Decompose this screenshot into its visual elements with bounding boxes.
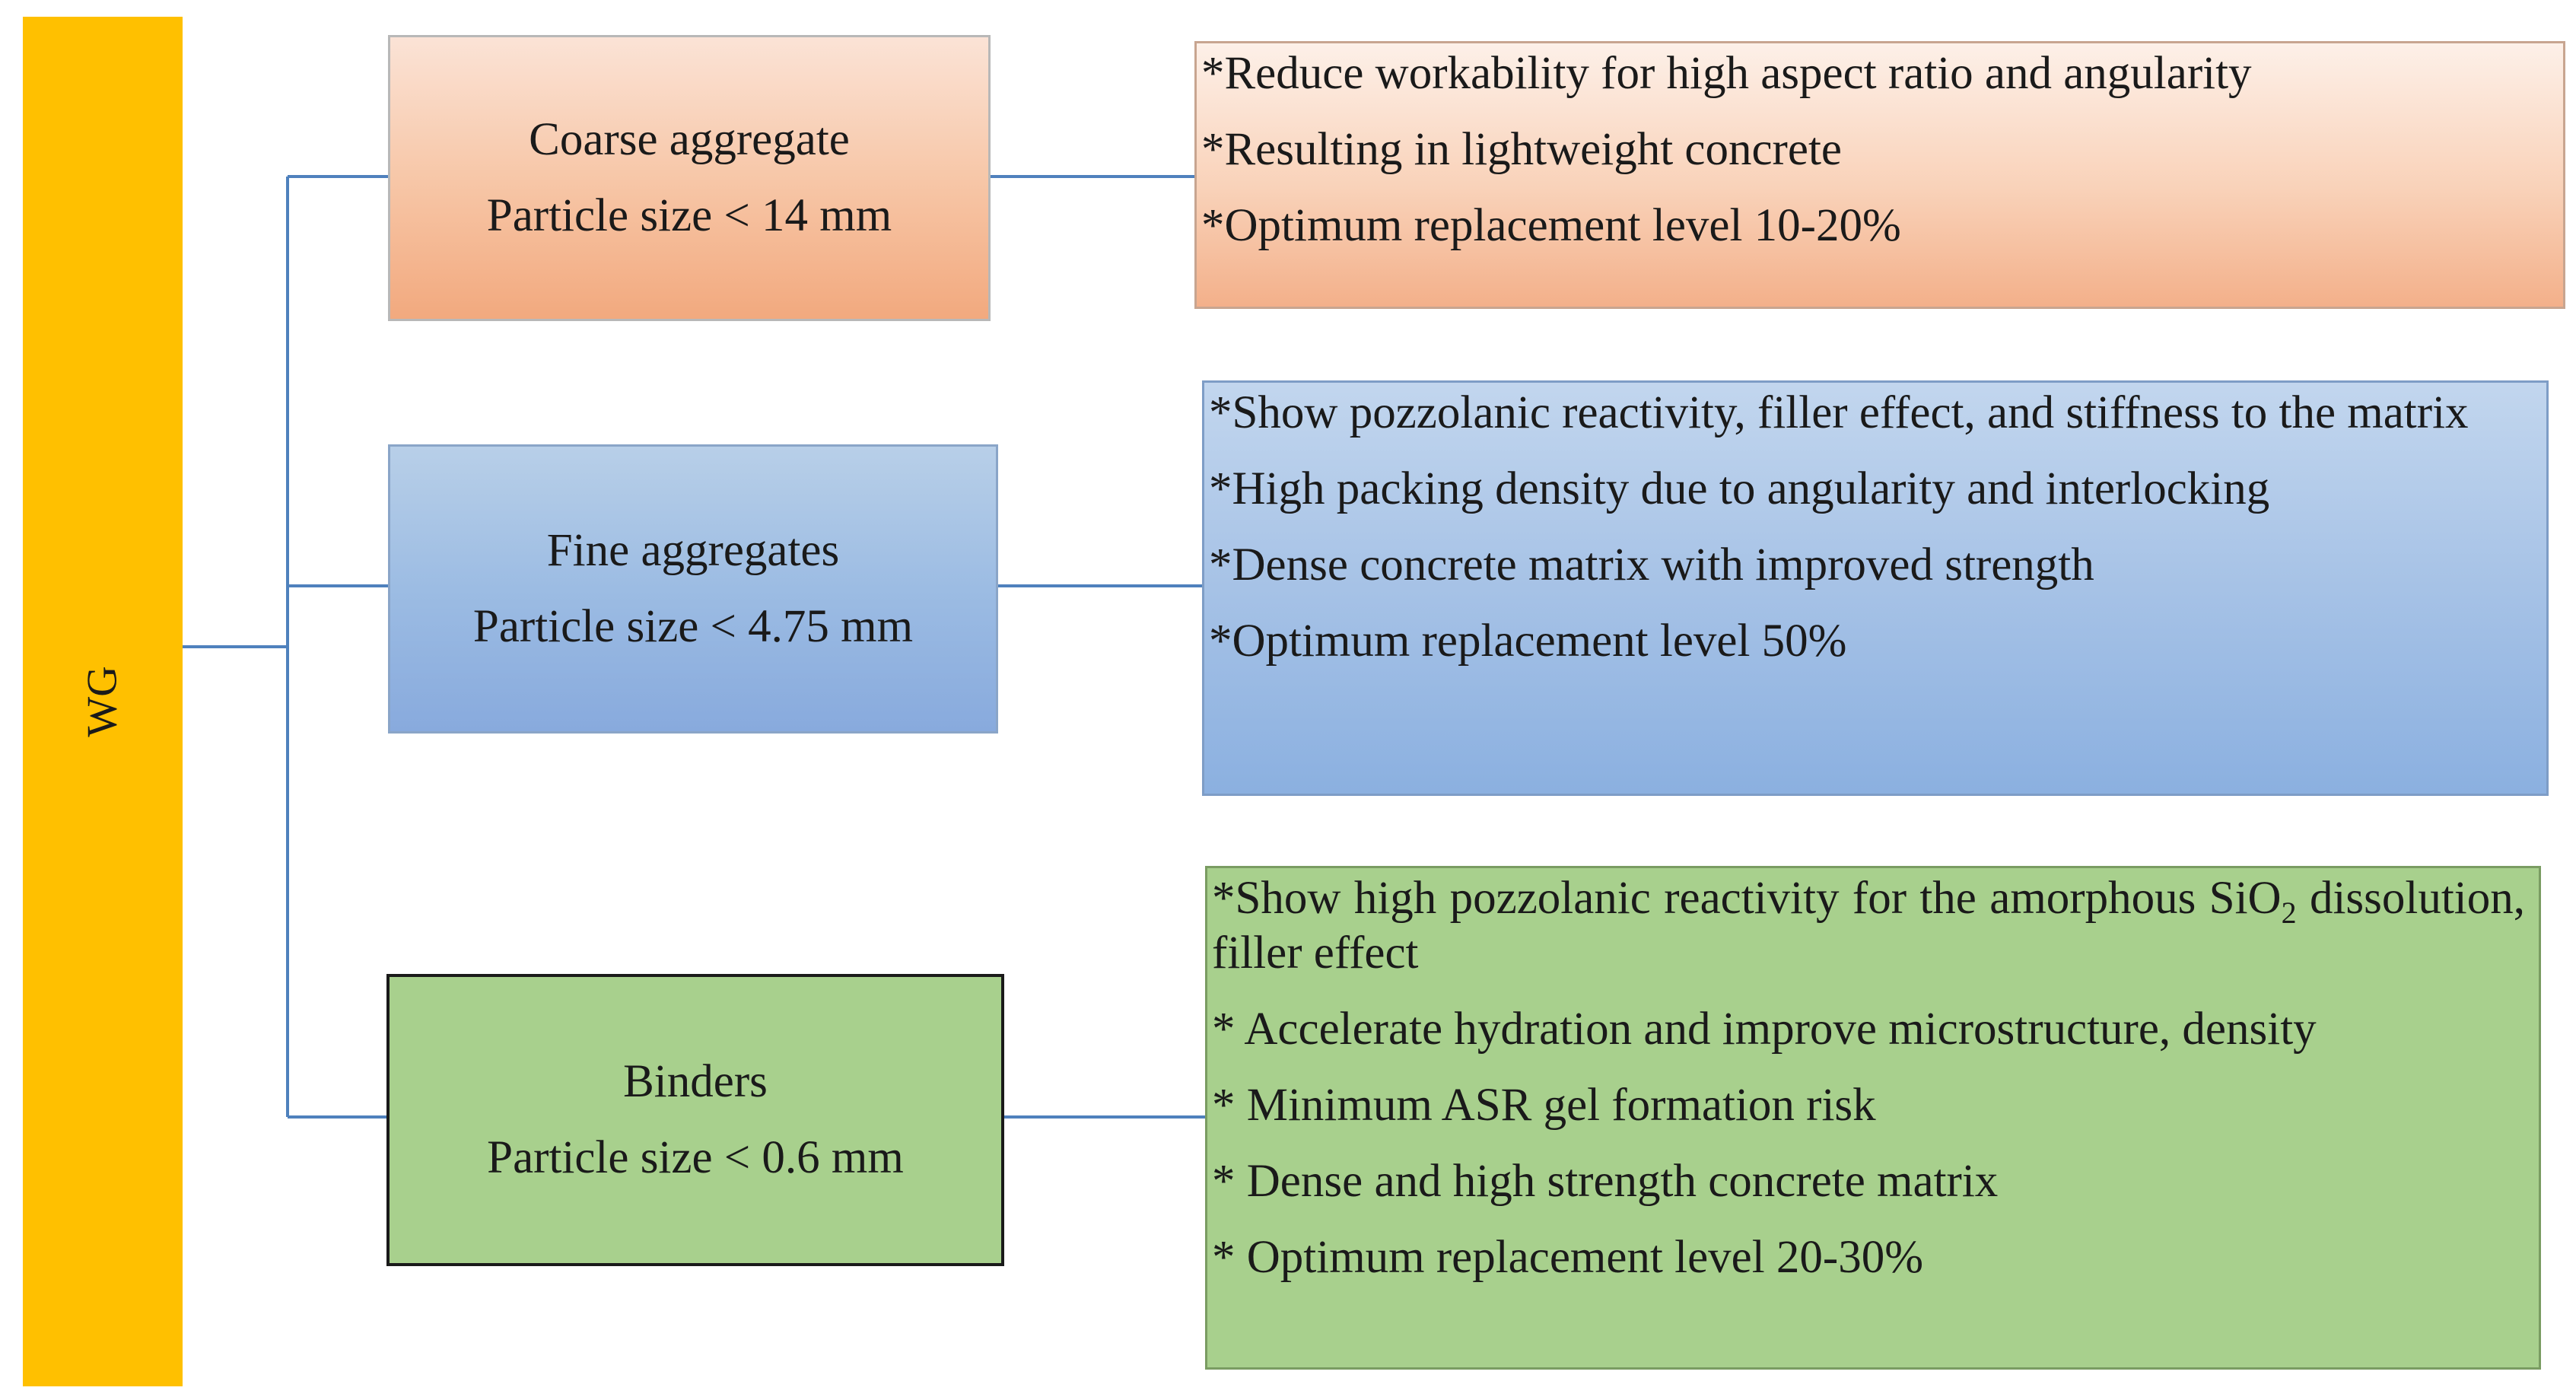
category-particle-size: Particle size < 4.75 mm <box>472 601 914 652</box>
category-binders <box>386 974 1004 1266</box>
root-label: WG <box>78 666 126 737</box>
details-coarse-aggregate <box>1194 41 2565 309</box>
detail-text: dissolution, filler effect <box>1212 873 2525 979</box>
category-title: Binders <box>623 1056 768 1107</box>
category-title: Coarse aggregate <box>529 114 850 165</box>
detail-text: *Show high pozzolanic reactivity for the amorphous SiO <box>1212 873 2282 924</box>
detail-item: * Minimum ASR gel formation risk <box>1212 1080 1876 1131</box>
category-particle-size: Particle size < 0.6 mm <box>487 1132 904 1183</box>
category-fine-aggregates <box>388 444 998 734</box>
detail-item: *Show pozzolanic reactivity, filler effect, and stiffness to the matrix <box>1209 387 2469 438</box>
detail-item: *High packing density due to angularity and interlocking <box>1209 463 2270 514</box>
details-fine-aggregates <box>1202 380 2549 796</box>
detail-item: *Reduce workability for high aspect ratio and angularity <box>1201 48 2252 99</box>
detail-item: *Resulting in lightweight concrete <box>1201 124 1842 175</box>
details-binders <box>1205 866 2541 1370</box>
root-node-wg <box>23 17 183 1386</box>
detail-item: *Dense concrete matrix with improved strength <box>1209 539 2094 590</box>
detail-item: * Accelerate hydration and improve microstructure, density <box>1212 1004 2317 1055</box>
detail-item: * Dense and high strength concrete matrix <box>1212 1156 1999 1207</box>
detail-item: * Optimum replacement level 20-30% <box>1212 1232 1924 1283</box>
detail-item <box>1212 871 2525 981</box>
category-particle-size: Particle size < 14 mm <box>486 190 892 241</box>
detail-item: *Optimum replacement level 50% <box>1209 616 1847 667</box>
detail-item: *Optimum replacement level 10-20% <box>1201 200 1901 251</box>
category-title: Fine aggregates <box>546 525 840 576</box>
category-coarse-aggregate <box>388 35 991 321</box>
subscript-2: 2 <box>2281 896 2297 931</box>
